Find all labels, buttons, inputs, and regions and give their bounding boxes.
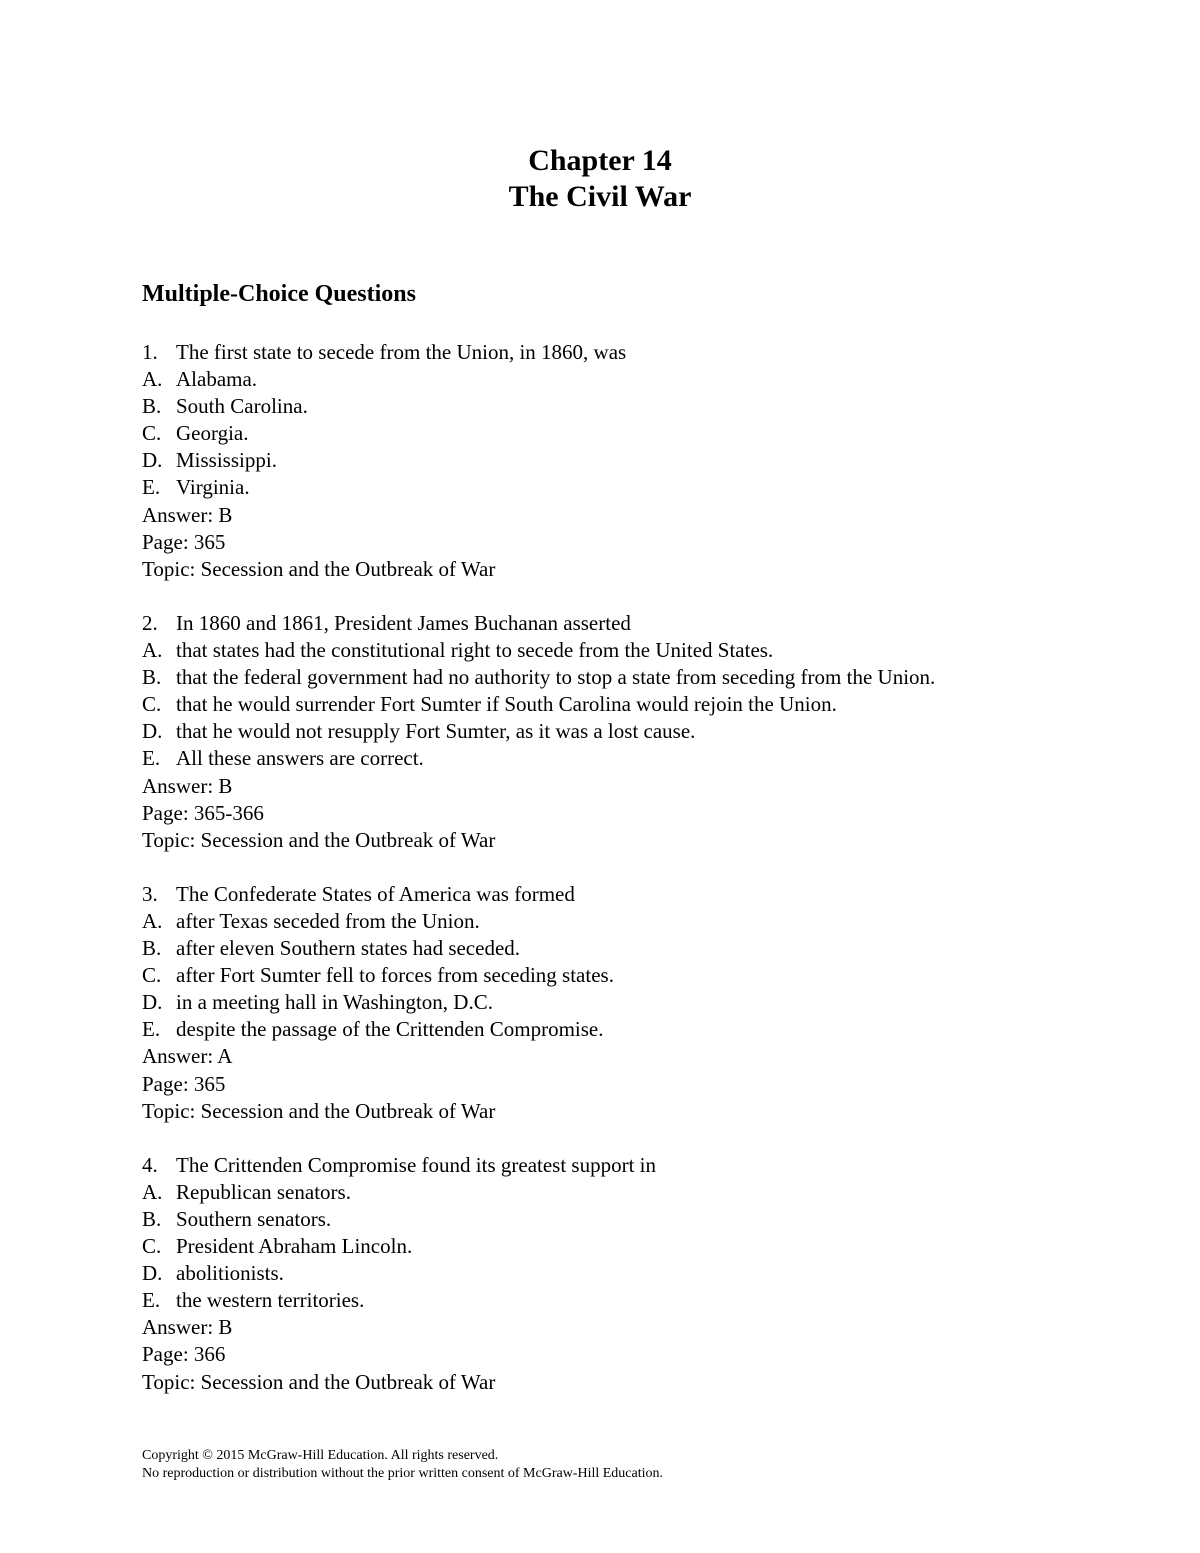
chapter-name: The Civil War (508, 180, 692, 213)
option-text: Republican senators. (176, 1179, 351, 1204)
option-text: in a meeting hall in Washington, D.C. (176, 990, 493, 1015)
option-text: after eleven Southern states had seceded. (176, 936, 521, 961)
option-text: the western territories. (176, 1288, 365, 1313)
option-a (142, 637, 1142, 664)
option-letter: C. (142, 692, 162, 717)
topic-line: Topic: Secession and the Outbreak of War (142, 1098, 496, 1123)
option-text: Georgia. (176, 421, 249, 446)
option-c (142, 1233, 1142, 1260)
question-1 (142, 339, 1142, 583)
question-number: 1. (142, 340, 158, 364)
option-b (142, 1206, 1142, 1233)
page-line: Page: 365 (142, 529, 226, 554)
option-text: Mississippi. (176, 448, 277, 473)
option-b (142, 393, 1142, 420)
option-text: Southern senators. (176, 1207, 332, 1231)
option-text: South Carolina. (176, 394, 308, 419)
chapter-title (0, 143, 1200, 215)
option-letter: E. (142, 475, 161, 500)
answer-line: Answer: B (142, 773, 233, 798)
option-letter: A. (142, 1179, 163, 1204)
option-letter: D. (142, 719, 163, 744)
option-text: that the federal government had no authority to stop a state from seceding from the Union. (176, 665, 936, 690)
page-line: Page: 365 (142, 1071, 226, 1096)
option-e (142, 1287, 1142, 1314)
option-letter: E. (142, 746, 161, 771)
option-d (142, 718, 1142, 745)
option-d (142, 447, 1142, 474)
answer-line: Answer: B (142, 502, 233, 527)
option-letter: B. (142, 936, 162, 961)
option-letter: D. (142, 1261, 163, 1286)
question-stem (142, 1152, 1142, 1179)
option-letter: A. (142, 638, 163, 663)
question-text: In 1860 and 1861, President James Buchanan asserted (176, 610, 631, 635)
page-line: Page: 366 (142, 1342, 226, 1367)
answer-line: Answer: B (142, 1315, 233, 1340)
option-b (142, 664, 1142, 691)
question-3 (142, 881, 1142, 1125)
option-text: after Texas seceded from the Union. (176, 908, 480, 933)
question-2 (142, 610, 1142, 854)
option-d (142, 1260, 1142, 1287)
chapter-number: Chapter 14 (528, 144, 672, 177)
section-heading: Multiple-Choice Questions (142, 281, 416, 307)
question-text: The Confederate States of America was formed (176, 881, 575, 906)
question-list (142, 339, 1142, 1423)
option-text: abolitionists. (176, 1261, 284, 1286)
option-letter: D. (142, 990, 163, 1015)
option-text: Alabama. (176, 367, 258, 392)
option-d (142, 989, 1142, 1016)
option-text: President Abraham Lincoln. (176, 1234, 413, 1259)
option-c (142, 962, 1142, 989)
option-text: that states had the constitutional right to secede from the United States. (176, 638, 774, 663)
option-letter: B. (142, 1207, 162, 1231)
option-a (142, 908, 1142, 935)
option-letter: C. (142, 963, 162, 988)
topic-line: Topic: Secession and the Outbreak of War (142, 1369, 496, 1394)
reproduction-notice: No reproduction or distribution without the prior written consent of McGraw-Hill Education. (142, 1466, 664, 1481)
question-stem (142, 881, 1142, 908)
option-e (142, 745, 1142, 772)
option-b (142, 935, 1142, 962)
option-text: after Fort Sumter fell to forces from seceding states. (176, 963, 614, 988)
option-e (142, 474, 1142, 501)
question-stem (142, 339, 1142, 366)
question-text: The first state to secede from the Union, in 1860, was (176, 340, 627, 364)
topic-line: Topic: Secession and the Outbreak of War (142, 827, 496, 852)
option-letter: A. (142, 367, 163, 392)
option-letter: E. (142, 1288, 161, 1313)
option-c (142, 420, 1142, 447)
option-c (142, 691, 1142, 718)
question-number: 2. (142, 610, 158, 635)
question-4 (142, 1152, 1142, 1396)
option-text: All these answers are correct. (176, 746, 424, 771)
copyright-line: Copyright © 2015 McGraw-Hill Education. All rights reserved. (142, 1448, 499, 1463)
option-text: that he would surrender Fort Sumter if South Carolina would rejoin the Union. (176, 692, 837, 717)
question-number: 3. (142, 881, 158, 906)
option-a (142, 1179, 1142, 1206)
option-text: that he would not resupply Fort Sumter, as it was a lost cause. (176, 719, 696, 744)
option-letter: C. (142, 1234, 162, 1259)
question-text: The Crittenden Compromise found its greatest support in (176, 1152, 657, 1177)
answer-line: Answer: A (142, 1044, 233, 1069)
option-letter: E. (142, 1017, 161, 1042)
option-letter: C. (142, 421, 162, 446)
page-line: Page: 365-366 (142, 800, 264, 825)
option-text: despite the passage of the Crittenden Compromise. (176, 1017, 604, 1042)
copyright-footer (142, 1447, 663, 1483)
option-text: Virginia. (176, 475, 250, 500)
question-number: 4. (142, 1152, 158, 1177)
option-letter: B. (142, 394, 162, 419)
option-letter: D. (142, 448, 163, 473)
option-letter: A. (142, 908, 163, 933)
option-letter: B. (142, 665, 162, 690)
option-a (142, 366, 1142, 393)
topic-line: Topic: Secession and the Outbreak of War (142, 556, 496, 581)
option-e (142, 1016, 1142, 1043)
question-stem (142, 610, 1142, 637)
